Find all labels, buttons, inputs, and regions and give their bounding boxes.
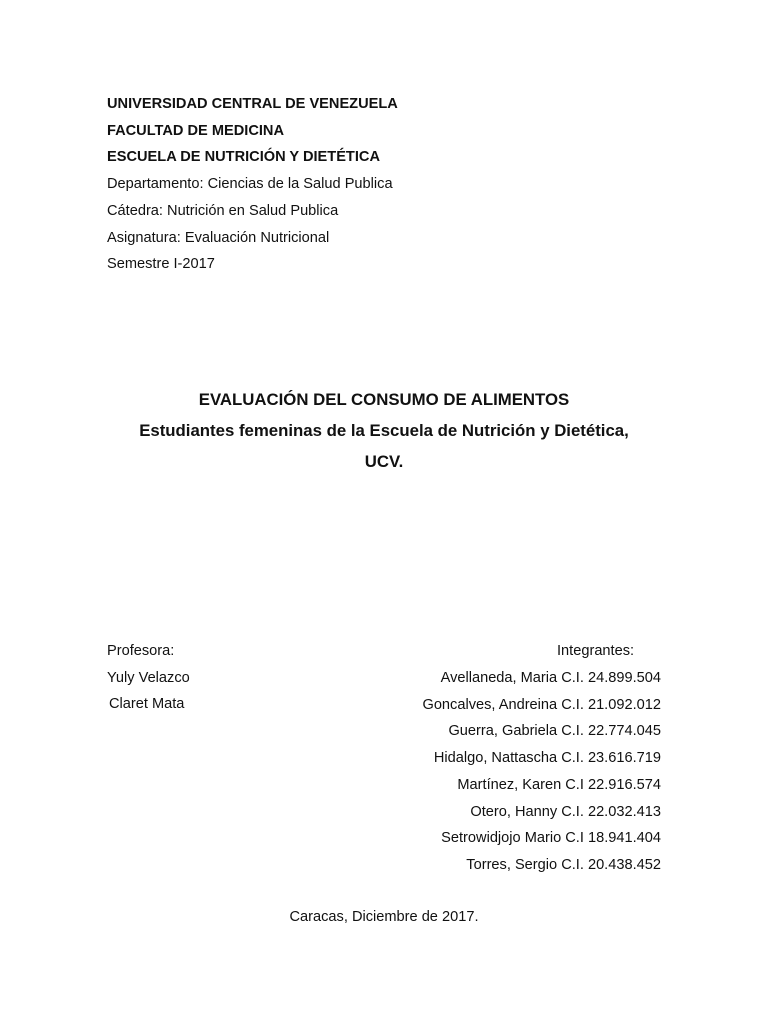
professor-name: Claret Mata <box>109 696 185 713</box>
institution-header <box>107 91 667 278</box>
semester-line: Semestre I-2017 <box>107 256 215 273</box>
subject-line: Asignatura: Evaluación Nutricional <box>107 229 330 246</box>
member-item: Otero, Hanny C.I. 22.032.413 <box>470 803 661 820</box>
member-item: Torres, Sergio C.I. 20.438.452 <box>466 856 661 873</box>
member-item: Goncalves, Andreina C.I. 21.092.012 <box>422 696 661 713</box>
professors-section <box>107 638 327 718</box>
member-item: Hidalgo, Nattascha C.I. 23.616.719 <box>433 750 661 767</box>
department-line: Departamento: Ciencias de la Salud Publica <box>107 176 393 193</box>
professors-label: Profesora: <box>107 643 175 659</box>
school-name: ESCUELA DE NUTRICIÓN Y DIETÉTICA <box>107 149 380 166</box>
members-list <box>341 665 661 879</box>
professor-name: Yuly Velazco <box>107 669 190 686</box>
title-line-3: UCV. <box>364 452 404 471</box>
member-item: Martínez, Karen C.I 22.916.574 <box>457 776 661 793</box>
faculty-name: FACULTAD DE MEDICINA <box>107 122 285 139</box>
chair-line: Cátedra: Nutrición en Salud Publica <box>107 202 339 219</box>
member-item: Guerra, Gabriela C.I. 22.774.045 <box>448 723 661 740</box>
university-name: UNIVERSIDAD CENTRAL DE VENEZUELA <box>107 96 398 112</box>
place-date: Caracas, Diciembre de 2017. <box>289 909 479 925</box>
title-line-1: EVALUACIÓN DEL CONSUMO DE ALIMENTOS <box>198 390 570 409</box>
member-item: Avellaneda, Maria C.I. 24.899.504 <box>440 670 661 686</box>
title-line-2: Estudiantes femeninas de la Escuela de Nutrición y Dietética, <box>139 421 629 440</box>
member-item: Setrowidjojo Mario C.I 18.941.404 <box>441 830 661 847</box>
members-label: Integrantes: <box>557 643 635 659</box>
document-title <box>0 384 768 477</box>
